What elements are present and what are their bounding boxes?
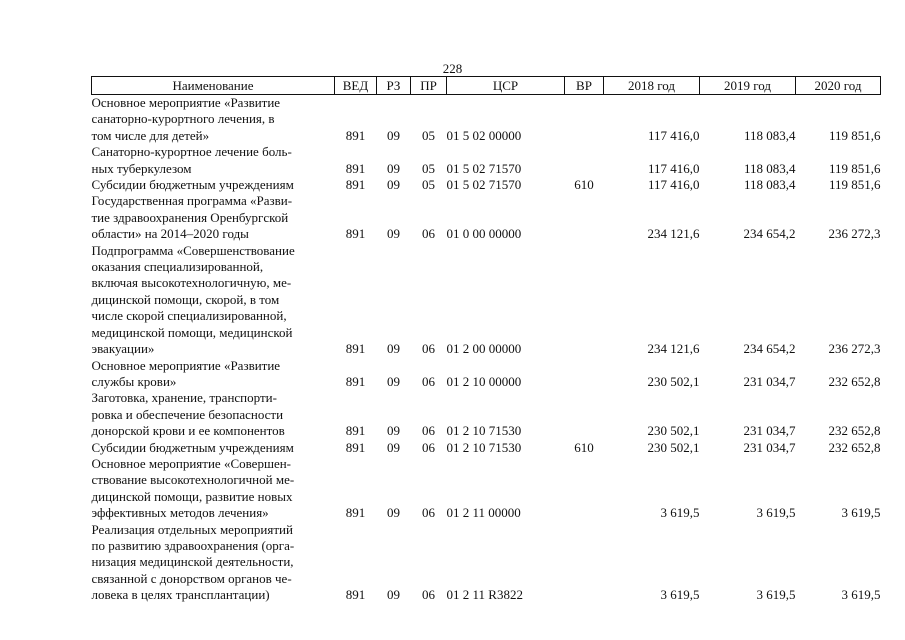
name-line: Заготовка, хранение, транспорти- bbox=[91, 390, 277, 406]
cell-rz: 09 bbox=[387, 341, 400, 357]
name-line: низация медицинской деятельности, bbox=[91, 554, 294, 570]
table-row bbox=[92, 358, 881, 391]
cell-vr bbox=[565, 193, 604, 242]
cell-csr: 01 2 00 00000 bbox=[446, 341, 522, 357]
table-header-row bbox=[92, 77, 881, 95]
name-line: ровка и обеспечение безопасности bbox=[91, 406, 284, 422]
cell-pr: 06 bbox=[422, 587, 435, 603]
cell-csr: 01 5 02 71570 bbox=[446, 177, 522, 193]
name-line: связанной с донорством органов че- bbox=[91, 570, 292, 586]
cell-2020: 232 652,8 bbox=[828, 373, 881, 389]
cell-2018: 234 121,6 bbox=[647, 226, 700, 242]
header-2020: 2020 год bbox=[796, 77, 881, 95]
name-line: числе скорой специализированной, bbox=[91, 308, 287, 324]
cell-vr: 610 bbox=[574, 177, 594, 193]
name-line: дицинской помощи, развитие новых bbox=[91, 488, 293, 504]
cell-vr bbox=[565, 144, 604, 177]
cell-2020: 236 272,3 bbox=[828, 341, 881, 357]
cell-2019: 118 083,4 bbox=[743, 177, 796, 193]
cell-rz: 09 bbox=[387, 127, 400, 143]
header-pr: ПР bbox=[411, 77, 447, 95]
cell-name bbox=[92, 390, 335, 439]
cell-2018: 117 416,0 bbox=[647, 177, 700, 193]
name-line: Подпрограмма «Совершенствование bbox=[91, 242, 295, 258]
cell-vr bbox=[565, 358, 604, 391]
table-row bbox=[92, 177, 881, 193]
cell-name bbox=[92, 193, 335, 242]
cell-vr bbox=[565, 243, 604, 358]
table-row bbox=[92, 390, 881, 439]
name-line: эффективных методов лечения» bbox=[91, 505, 269, 521]
cell-rz: 09 bbox=[387, 439, 400, 455]
cell-pr: 05 bbox=[422, 177, 435, 193]
cell-pr: 06 bbox=[422, 423, 435, 439]
table-row bbox=[92, 144, 881, 177]
table-row bbox=[92, 193, 881, 242]
name-line: Основное мероприятие «Совершен- bbox=[91, 455, 292, 471]
name-line: Основное мероприятие «Развитие bbox=[91, 95, 281, 110]
cell-2020: 232 652,8 bbox=[828, 423, 881, 439]
cell-rz: 09 bbox=[387, 226, 400, 242]
cell-2018: 3 619,5 bbox=[660, 587, 700, 603]
cell-ved: 891 bbox=[345, 127, 366, 143]
table-row bbox=[92, 456, 881, 522]
cell-ved: 891 bbox=[345, 160, 366, 176]
cell-2020: 3 619,5 bbox=[841, 587, 881, 603]
cell-csr: 01 2 10 71530 bbox=[446, 439, 522, 455]
name-line: ствование высокотехнологичной ме- bbox=[91, 472, 295, 488]
table-row bbox=[92, 522, 881, 604]
cell-ved: 891 bbox=[345, 341, 366, 357]
header-rz: РЗ bbox=[377, 77, 411, 95]
cell-rz: 09 bbox=[387, 177, 400, 193]
cell-csr: 01 2 10 00000 bbox=[446, 373, 522, 389]
cell-pr: 06 bbox=[422, 226, 435, 242]
name-line: Субсидии бюджетным учреждениям bbox=[91, 177, 294, 193]
cell-pr: 06 bbox=[422, 373, 435, 389]
page-number: 228 bbox=[442, 61, 463, 76]
cell-2018: 3 619,5 bbox=[660, 505, 700, 521]
table-row bbox=[92, 243, 881, 358]
cell-2019: 231 034,7 bbox=[743, 439, 796, 455]
name-line: Субсидии бюджетным учреждениям bbox=[91, 439, 294, 455]
cell-pr: 06 bbox=[422, 505, 435, 521]
cell-name bbox=[92, 144, 335, 177]
cell-pr: 05 bbox=[422, 160, 435, 176]
name-line: по развитию здравоохранения (орга- bbox=[91, 537, 295, 553]
cell-csr: 01 0 00 00000 bbox=[446, 226, 522, 242]
name-line: Реализация отдельных мероприятий bbox=[91, 521, 293, 537]
cell-pr: 06 bbox=[422, 341, 435, 357]
cell-2018: 117 416,0 bbox=[647, 127, 700, 143]
cell-2018: 230 502,1 bbox=[647, 373, 700, 389]
header-2018: 2018 год bbox=[604, 77, 700, 95]
table-row bbox=[92, 95, 881, 145]
cell-name bbox=[92, 456, 335, 522]
name-line: Основное мероприятие «Развитие bbox=[91, 357, 281, 373]
cell-2018: 117 416,0 bbox=[647, 160, 700, 176]
name-line: донорской крови и ее компонентов bbox=[91, 423, 285, 439]
budget-table bbox=[91, 76, 881, 604]
name-line: Санаторно-курортное лечение боль- bbox=[91, 144, 292, 160]
cell-ved: 891 bbox=[345, 226, 366, 242]
cell-name bbox=[92, 358, 335, 391]
cell-rz: 09 bbox=[387, 423, 400, 439]
name-line: санаторно-курортного лечения, в bbox=[91, 111, 275, 127]
cell-2018: 234 121,6 bbox=[647, 341, 700, 357]
cell-2018: 230 502,1 bbox=[647, 423, 700, 439]
header-vr: ВР bbox=[565, 77, 604, 95]
name-line: Государственная программа «Разви- bbox=[91, 193, 293, 209]
cell-ved: 891 bbox=[345, 587, 366, 603]
table-row bbox=[92, 440, 881, 456]
cell-ved: 891 bbox=[345, 505, 366, 521]
cell-rz: 09 bbox=[387, 505, 400, 521]
cell-2020: 119 851,6 bbox=[828, 127, 881, 143]
cell-2019: 118 083,4 bbox=[743, 160, 796, 176]
name-line: дицинской помощи, скорой, в том bbox=[91, 291, 280, 307]
cell-2019: 234 654,2 bbox=[743, 341, 796, 357]
cell-pr: 06 bbox=[422, 439, 435, 455]
name-line: тие здравоохранения Оренбургской bbox=[91, 209, 289, 225]
cell-2019: 231 034,7 bbox=[743, 373, 796, 389]
cell-vr: 610 bbox=[574, 439, 594, 455]
cell-2019: 118 083,4 bbox=[743, 127, 796, 143]
cell-vr bbox=[565, 456, 604, 522]
name-line: ных туберкулезом bbox=[91, 160, 192, 176]
cell-csr: 01 5 02 00000 bbox=[446, 127, 522, 143]
name-line: эвакуации» bbox=[91, 341, 155, 357]
cell-2018: 230 502,1 bbox=[647, 439, 700, 455]
cell-csr: 01 2 10 71530 bbox=[446, 423, 522, 439]
cell-name bbox=[92, 440, 335, 456]
name-line: медицинской помощи, медицинской bbox=[91, 324, 293, 340]
cell-2020: 232 652,8 bbox=[828, 439, 881, 455]
name-line: оказания специализированной, bbox=[91, 259, 264, 275]
cell-vr bbox=[565, 522, 604, 604]
cell-csr: 01 5 02 71570 bbox=[446, 160, 522, 176]
cell-pr: 05 bbox=[422, 127, 435, 143]
cell-2019: 3 619,5 bbox=[756, 587, 796, 603]
cell-2020: 119 851,6 bbox=[828, 177, 881, 193]
cell-vr bbox=[565, 390, 604, 439]
cell-rz: 09 bbox=[387, 587, 400, 603]
cell-ved: 891 bbox=[345, 439, 366, 455]
cell-2020: 119 851,6 bbox=[828, 160, 881, 176]
cell-rz: 09 bbox=[387, 160, 400, 176]
cell-rz: 09 bbox=[387, 373, 400, 389]
cell-2019: 231 034,7 bbox=[743, 423, 796, 439]
name-line: ловека в целях трансплантации) bbox=[91, 587, 270, 603]
cell-name bbox=[92, 177, 335, 193]
name-line: включая высокотехнологичную, ме- bbox=[91, 275, 292, 291]
cell-csr: 01 2 11 00000 bbox=[446, 505, 521, 521]
cell-vr bbox=[565, 95, 604, 145]
cell-name bbox=[92, 243, 335, 358]
cell-ved: 891 bbox=[345, 373, 366, 389]
header-2019: 2019 год bbox=[700, 77, 796, 95]
cell-2019: 234 654,2 bbox=[743, 226, 796, 242]
cell-2020: 236 272,3 bbox=[828, 226, 881, 242]
cell-name bbox=[92, 95, 335, 145]
name-line: области» на 2014–2020 годы bbox=[91, 226, 249, 242]
cell-ved: 891 bbox=[345, 177, 366, 193]
cell-csr: 01 2 11 R3822 bbox=[446, 587, 523, 603]
header-ved: ВЕД bbox=[335, 77, 377, 95]
cell-ved: 891 bbox=[345, 423, 366, 439]
name-line: том числе для детей» bbox=[91, 127, 210, 143]
header-csr: ЦСР bbox=[447, 77, 565, 95]
cell-name bbox=[92, 522, 335, 604]
cell-2019: 3 619,5 bbox=[756, 505, 796, 521]
name-line: службы крови» bbox=[91, 373, 177, 389]
header-name: Наименование bbox=[92, 77, 335, 95]
table-body bbox=[92, 95, 881, 604]
cell-2020: 3 619,5 bbox=[841, 505, 881, 521]
